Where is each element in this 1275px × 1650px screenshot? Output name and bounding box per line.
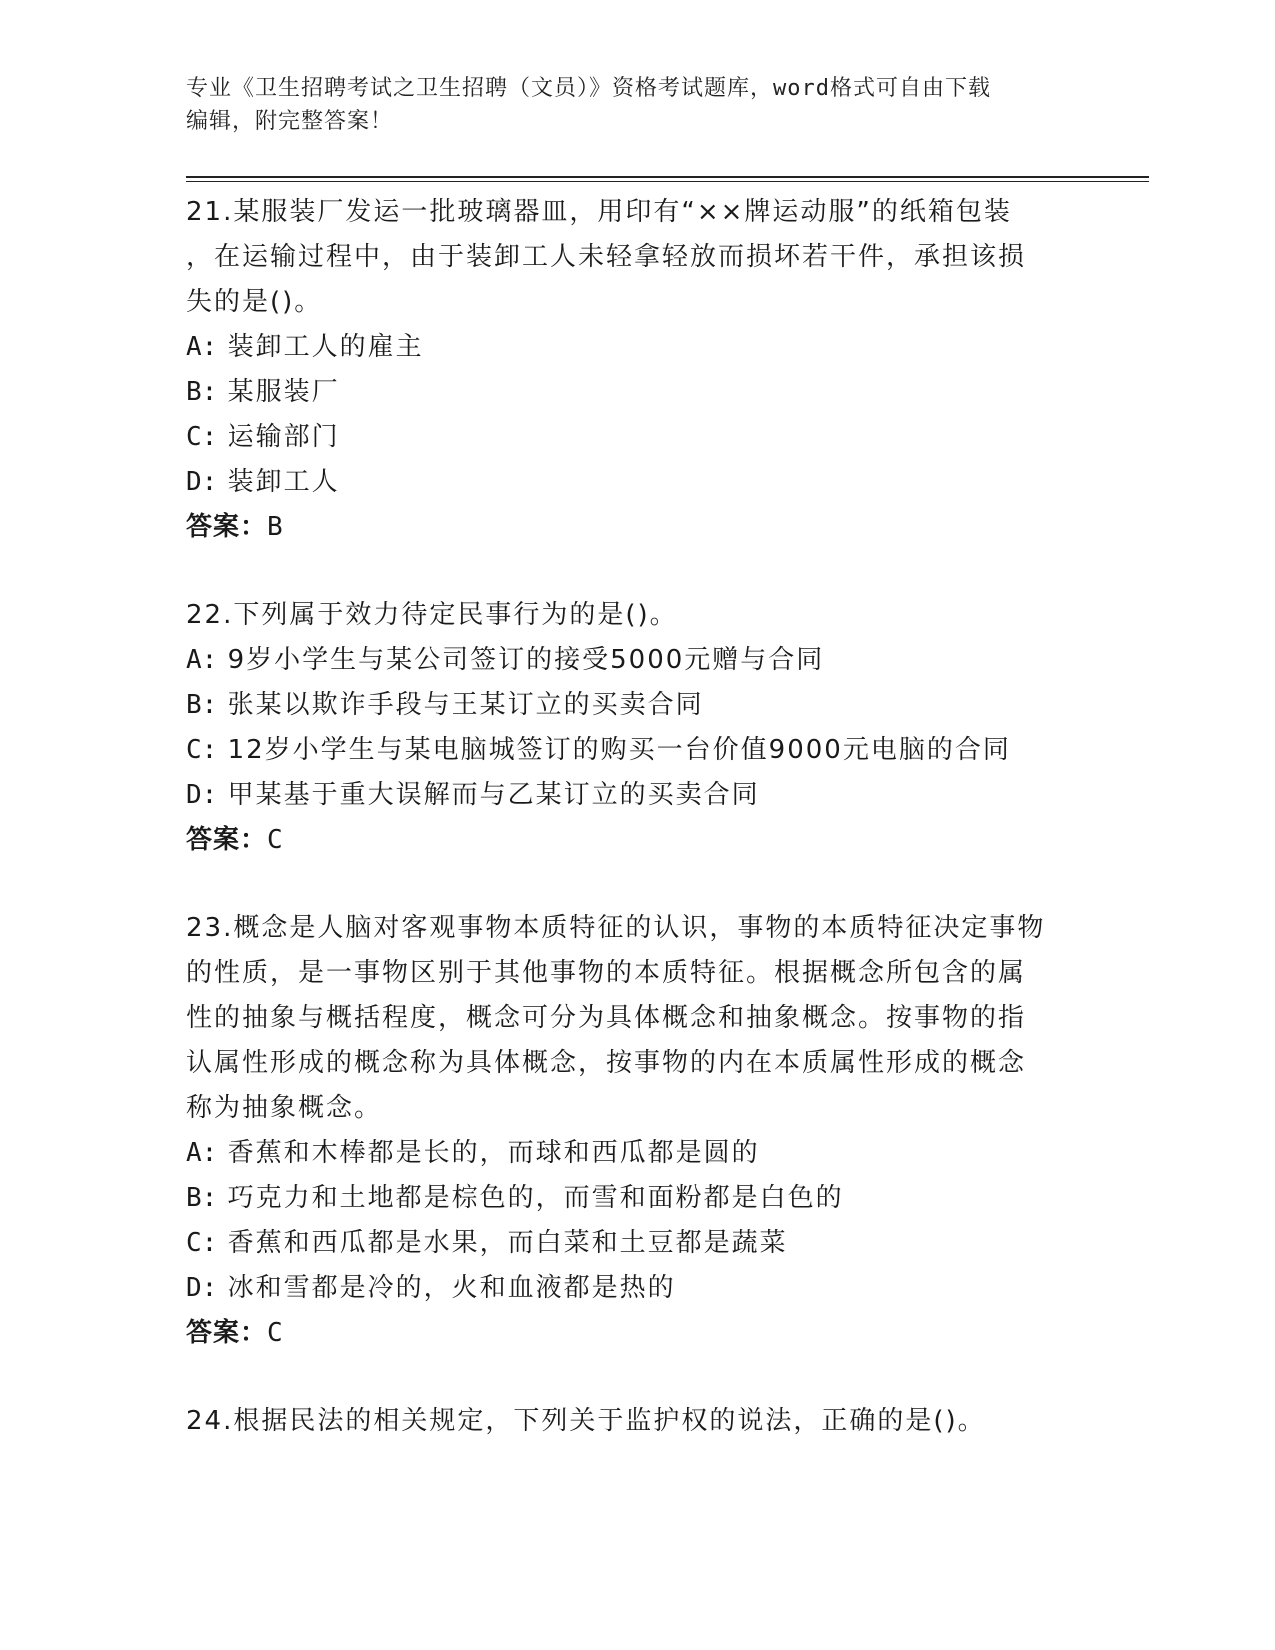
option-letter: C: (186, 1228, 218, 1258)
stem-line: 失的是()。 (186, 287, 323, 317)
question-list (186, 190, 1086, 1444)
option-text: 张某以欺诈手段与王某订立的买卖合同 (227, 690, 704, 720)
stem-line: 21.某服装厂发运一批玻璃器皿，用印有“××牌运动服”的纸箱包装 (186, 197, 1012, 227)
option-letter: C: (186, 422, 218, 452)
option-letter: A: (186, 332, 218, 362)
question-24 (186, 1399, 1086, 1444)
question-gap (186, 863, 1086, 906)
option-letter: A: (186, 1138, 218, 1168)
option-letter: B: (186, 1183, 218, 1213)
header-divider (186, 176, 1149, 182)
answer-label: 答案： (186, 512, 268, 542)
stem-line: 认属性形成的概念称为具体概念，按事物的内在本质属性形成的概念 (186, 1048, 1027, 1078)
option-c (186, 728, 1086, 773)
question-23 (186, 906, 1086, 1356)
stem-line: 的性质，是一事物区别于其他事物的本质特征。根据概念所包含的属 (186, 958, 1027, 988)
option-text: 甲某基于重大误解而与乙某订立的买卖合同 (227, 780, 760, 810)
option-d (186, 1266, 1086, 1311)
question-22 (186, 593, 1086, 863)
header-line-1: 专业《卫生招聘考试之卫生招聘（文员）》资格考试题库，word格式可自由下载 (186, 76, 991, 101)
answer-line (186, 818, 1086, 863)
option-letter: C: (186, 735, 218, 765)
answer-label: 答案： (186, 1318, 268, 1348)
option-text: 某服装厂 (227, 377, 340, 407)
document-header (186, 72, 1066, 138)
option-d (186, 460, 1086, 505)
option-text: 12岁小学生与某电脑城签订的购买一台价值9000元电脑的合同 (227, 735, 1011, 765)
question-stem (186, 593, 1086, 638)
option-text: 香蕉和西瓜都是水果，而白菜和土豆都是蔬菜 (227, 1228, 788, 1258)
question-gap (186, 1356, 1086, 1399)
option-letter: B: (186, 690, 218, 720)
option-text: 9岁小学生与某公司签订的接受5000元赠与合同 (227, 645, 825, 675)
question-stem (186, 906, 1086, 1131)
option-b (186, 683, 1086, 728)
option-c (186, 1221, 1086, 1266)
question-gap (186, 550, 1086, 593)
option-b (186, 1176, 1086, 1221)
option-letter: D: (186, 467, 218, 497)
option-text: 装卸工人 (227, 467, 340, 497)
option-text: 运输部门 (227, 422, 340, 452)
stem-line: ，在运输过程中，由于装卸工人未轻拿轻放而损坏若干件，承担该损 (186, 242, 1027, 272)
option-letter: A: (186, 645, 218, 675)
stem-line: 称为抽象概念。 (186, 1093, 383, 1123)
option-c (186, 415, 1086, 460)
answer-label: 答案： (186, 825, 268, 855)
stem-line: 24.根据民法的相关规定，下列关于监护权的说法，正确的是()。 (186, 1406, 986, 1436)
option-text: 冰和雪都是冷的，火和血液都是热的 (227, 1273, 676, 1303)
option-text: 装卸工人的雇主 (227, 332, 424, 362)
answer-line (186, 1311, 1086, 1356)
question-stem (186, 190, 1086, 325)
option-letter: D: (186, 780, 218, 810)
answer-line (186, 505, 1086, 550)
option-letter: B: (186, 377, 218, 407)
option-d (186, 773, 1086, 818)
option-a (186, 325, 1086, 370)
stem-line: 23.概念是人脑对客观事物本质特征的认识，事物的本质特征决定事物 (186, 913, 1046, 943)
option-letter: D: (186, 1273, 218, 1303)
option-b (186, 370, 1086, 415)
question-stem (186, 1399, 1086, 1444)
question-21 (186, 190, 1086, 550)
option-a (186, 638, 1086, 683)
answer-value: C (267, 1318, 284, 1348)
answer-value: B (267, 512, 284, 542)
option-text: 巧克力和土地都是棕色的，而雪和面粉都是白色的 (227, 1183, 844, 1213)
stem-line: 22.下列属于效力待定民事行为的是()。 (186, 600, 678, 630)
stem-line: 性的抽象与概括程度，概念可分为具体概念和抽象概念。按事物的指 (186, 1003, 1027, 1033)
option-a (186, 1131, 1086, 1176)
header-line-2: 编辑，附完整答案！ (186, 109, 394, 134)
answer-value: C (267, 825, 284, 855)
option-text: 香蕉和木棒都是长的，而球和西瓜都是圆的 (227, 1138, 760, 1168)
